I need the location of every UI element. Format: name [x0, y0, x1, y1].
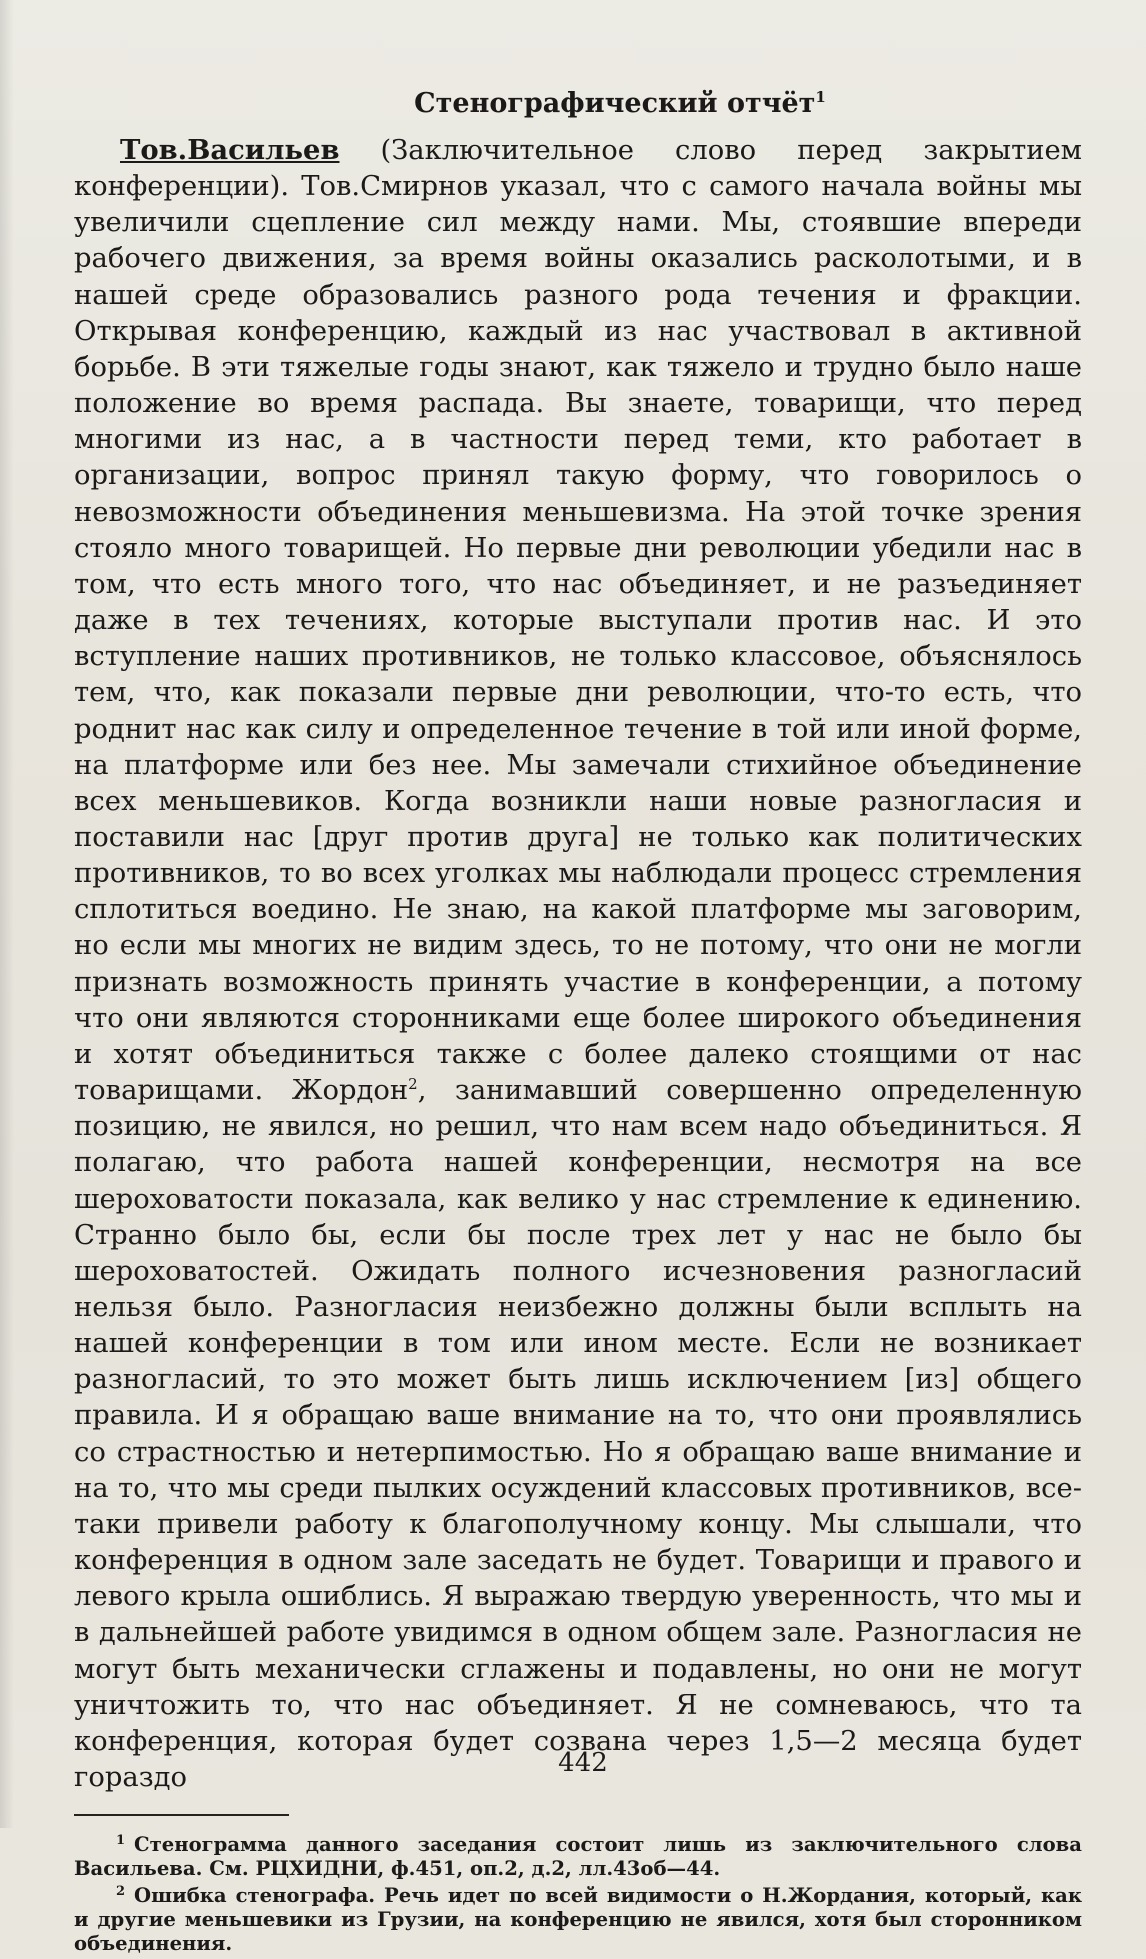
page-gutter-shadow — [0, 0, 14, 1828]
page-content — [74, 84, 1082, 1959]
title-text: Стенографический отчёт — [414, 88, 816, 119]
page-title — [74, 84, 1082, 124]
page-number: 442 — [558, 1748, 608, 1778]
title-footnote-ref: 1 — [815, 88, 826, 106]
footnote: 1 Стенограмма данного заседания состоит лишь из заключительного слова Васильева. См. РЦХИДНИ, ф.451, оп.2, д.2, лл.43об—44. — [74, 1832, 1082, 1881]
speech-text: (Заключительное слово перед закрытием конференции). Тов.Смирнов указал, что с самого начала войны мы увеличили сцепление сил между нами. Мы, стоявшие впереди рабочего движения, за время войны оказались расколотыми, и в нашей среде образовались разного рода течения и фракции. Открывая конференцию, каждый из нас участвовал в активной борьбе. В эти тяжелые годы знают, как тяжело и трудно было наше положение во время распада. Вы знаете, товарищи, что перед многими из нас, а в частности перед теми, кто работает в организации, вопрос принял такую форму, что говорилось о невозможности объединения меньшевизма. На этой точке зрения стояло много товарищей. Но первые дни революции убедили нас в том, что есть много того, что нас объединяет, и не разъединяет даже в тех течениях, которые выступали против нас. И это вступление наших противников, не только классовое, объяснялось тем, что, как показали первые дни революции, что-то есть, что роднит нас как силу и определенное течение в той или иной форме, на платформе или без нее. Мы замечали стихийное объединение всех меньшевиков. Когда возникли наши новые разногласия и поставили нас [друг против друга] не только как политических противников, то во всех уголках мы наблюдали процесс стремления сплотиться воедино. Не знаю, на какой платформе мы заговорим, но если мы многих не видим здесь, то не потому, что они не могли признать возможность принять участие в конференции, а потому что они являются сторонниками еще более широкого объединения и хотят объединиться также с более далеко стоящими от нас товарищами. Жордон — [74, 135, 1082, 1107]
footnote-text: Стенограмма данного заседания состоит лишь из заключительного слова Васильева. См. РЦХИДНИ, ф.451, оп.2, д.2, лл.43об—44. — [74, 1833, 1082, 1881]
footnote-text: Ошибка стенографа. Речь идет по всей видимости о Н.Жордания, который, как и другие меньшевики из Грузии, на конференцию не явился, хотя был сторонником объединения. — [74, 1884, 1082, 1956]
speech-paragraph — [74, 132, 1082, 1796]
speech-text-continued: , занимавший совершенно определенную позицию, не явился, но решил, что нам всем надо объединиться. Я полагаю, что работа нашей конференции, несмотря на все шероховатости показала, как велико у нас стремление к единению. Странно было бы, если бы после трех лет у нас не было бы шероховатостей. Ожидать полного исчезновения разногласий нельзя было. Разногласия неизбежно должны были всплыть на нашей конференции в том или ином месте. Если не возникает разногласий, то это может быть лишь исключением [из] общего правила. И я обращаю ваше внимание на то, что они проявлялись со страстностью и нетерпимостью. Но я обращаю ваше внимание и на то, что мы среди пылких осуждений классовых противников, все-таки привели работу к благополучному концу. Мы слышали, что конференция в одном зале заседать не будет. Товарищи и правого и левого крыла ошиблись. Я выражаю твердую уверенность, что мы и в дальнейшей работе увидимся в одном общем зале. Разногласия не могут быть механически сглажены и подавлены, но они не могут уничтожить то, что нас объединяет. Я не сомневаюсь, что та конференция, которая будет созвана через 1,5—2 месяца будет гораздо — [74, 1075, 1082, 1794]
speech-footnote-ref: 2 — [408, 1074, 418, 1093]
speaker-name: Тов.Васильев — [120, 134, 340, 166]
footnote-separator — [74, 1814, 289, 1816]
footnote: 2 Ошибка стенографа. Речь идет по всей видимости о Н.Жордания, который, как и другие меньшевики из Грузии, на конференцию не явился, хотя был сторонником объединения. — [74, 1883, 1082, 1956]
